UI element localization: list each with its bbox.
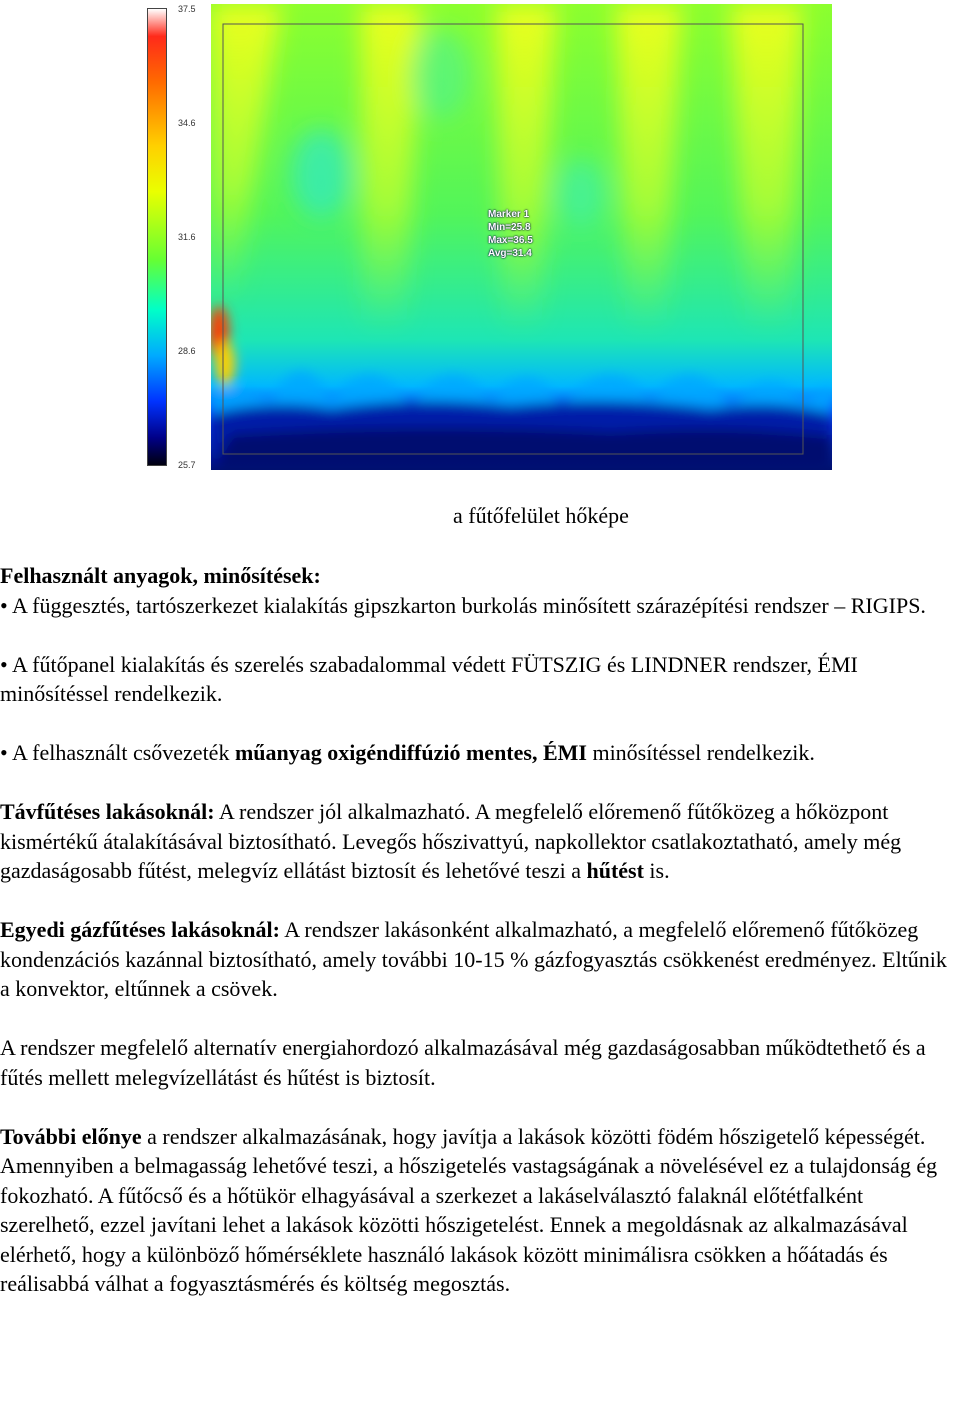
paragraph-text: is. <box>643 858 670 883</box>
paragraph-district-heating <box>0 797 960 886</box>
scale-tick: 37.5 <box>178 4 196 14</box>
figure-caption: a fűtőfelület hőképe <box>453 503 629 528</box>
scale-tick: 28.6 <box>178 346 196 356</box>
paragraph-text: • A függesztés, tartószerkezet kialakítás gipszkarton burkolás minősített szárazépítési rendszer – RIGIPS. <box>0 592 926 618</box>
paragraph-text: a rendszer alkalmazásának, hogy javítja a lakások közötti födém hőszigetelő képességét. Amennyiben a belmagasság lehetővé teszi, a hőszigetelés vastagságának a növelésével ez a tulajdonság ég fokozható. A fűtőcső és a hőtükör elhagyásával a szerkezet a lakáselválasztó falaknál előtétfalként szerelhető, ezzel javítani lehet a lakások közötti hőszigetelést. Ennek a megoldásnak az alkalmazásával elérhető, hogy a különböző hőmérséklete használó lakások között minimálisra csökken a hőátadás és reálisabbá válhat a fogyasztásmérés és költség megosztás. <box>0 1123 938 1296</box>
paragraph-text: A rendszer jól alkalmazható. A megfelelő előremenő fűtőközeg a hőközpont kismértékű átalakításával biztosítható. Levegős hőszivattyú, napkollektor csatlakoztatható, amely még gazdaságosabb fűtést, melegvíz ellátást biztosít és lehetővé teszi a <box>0 799 902 883</box>
paragraph-pipe <box>0 738 960 768</box>
paragraph-gas-heating <box>0 915 960 1004</box>
marker-label <box>488 208 533 260</box>
paragraph-text: minősítéssel rendelkezik. <box>586 740 815 765</box>
marker-max: Max=36.5 <box>488 235 533 246</box>
paragraph-heading: További előnye <box>0 1123 142 1149</box>
scale-tick: 31.6 <box>178 232 196 242</box>
paragraph-alternative-energy <box>0 1033 960 1092</box>
paragraph-text: • A fűtőpanel kialakítás és szerelés szabadalommal védett FÜTSZIG és LINDNER rendszer, ÉMI minősítéssel rendelkezik. <box>0 651 858 706</box>
paragraph-heading: Távfűtéses lakásoknál: <box>0 799 215 824</box>
marker-name: Marker 1 <box>488 209 530 220</box>
paragraph-heading: Egyedi gázfűtéses lakásoknál: <box>0 917 280 942</box>
paragraph-text: A rendszer lakásonként alkalmazható, a megfelelő előremenő fűtőközeg kondenzációs kazánnal biztosítható, amely további 10-15 % gázfogyasztás csökkenést eredményez. Eltűnik a konvektor, eltűnnek a csövek. <box>0 917 947 1001</box>
document-body <box>0 561 960 1328</box>
scale-tick: 25.7 <box>178 460 196 470</box>
temperature-scale-bar <box>147 8 167 466</box>
paragraph-further-advantage <box>0 1122 960 1299</box>
paragraph-emphasis: műanyag oxigéndiffúzió mentes, ÉMI <box>234 740 587 765</box>
scale-tick: 34.6 <box>178 118 196 128</box>
paragraph-heading: Felhasznált anyagok, minősítések: <box>0 563 321 588</box>
paragraph-materials <box>0 561 960 620</box>
paragraph-heating-panel <box>0 650 960 709</box>
paragraph-text: • A felhasznált csővezeték <box>0 740 235 765</box>
marker-min: Min=25.8 <box>488 222 531 233</box>
paragraph-text: A rendszer megfelelő alternatív energiahordozó alkalmazásával még gazdaságosabban működtethető és a fűtés mellett melegvízellátást és hűtést is biztosít. <box>0 1035 926 1090</box>
marker-avg: Avg=31.4 <box>488 248 532 259</box>
thermal-figure <box>0 0 960 528</box>
paragraph-emphasis: hűtést <box>586 858 644 883</box>
